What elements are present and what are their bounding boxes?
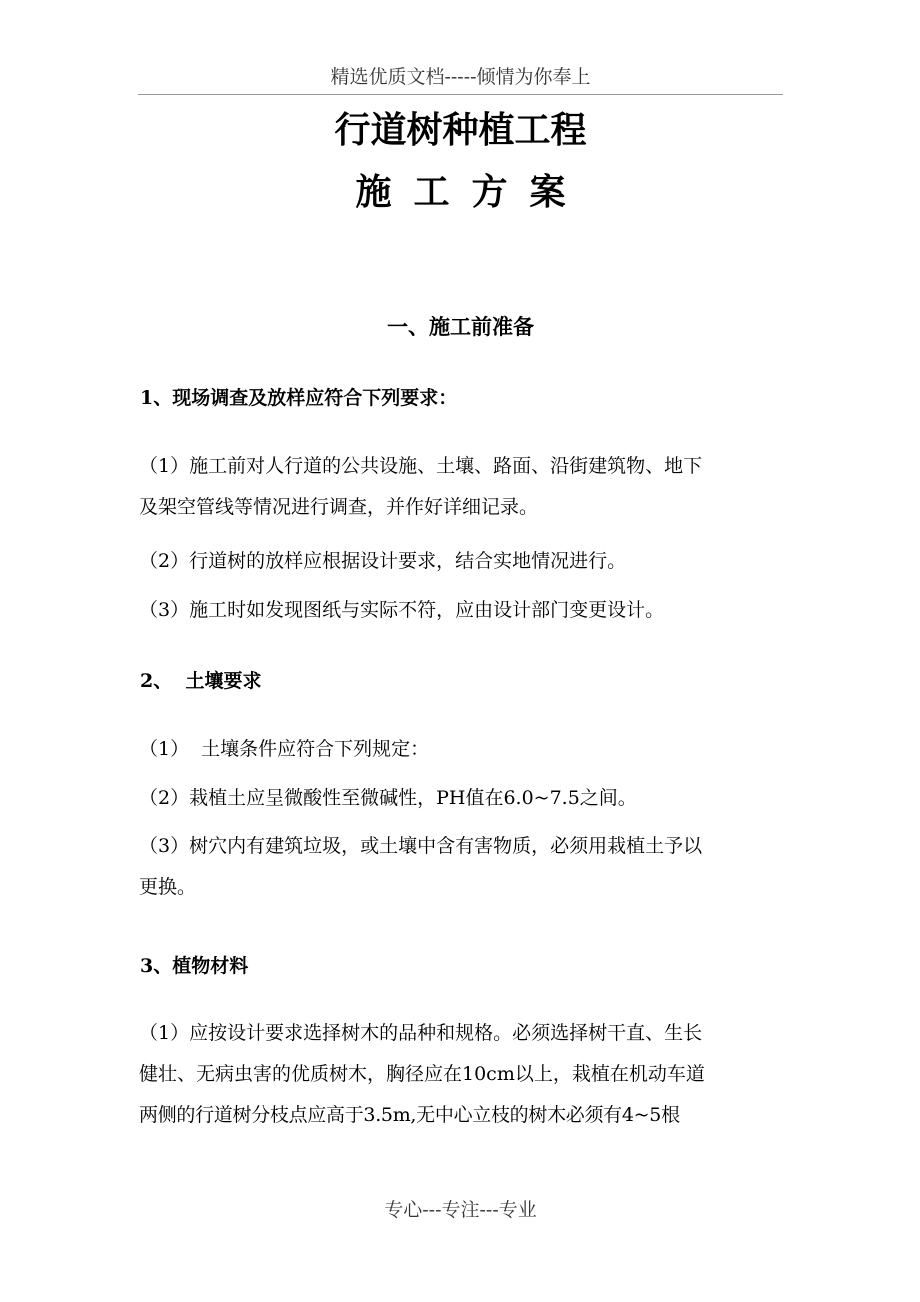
- paragraph-line: （1）施工前对人行道的公共设施、土壤、路面、沿街建筑物、地下: [139, 455, 703, 477]
- header-divider: [138, 94, 783, 95]
- paragraph-soil-item-1: [139, 729, 782, 770]
- paragraph-soil-item-3: [139, 826, 782, 908]
- paragraph-line: （3）施工时如发现图纸与实际不符，应由设计部门变更设计。: [139, 599, 665, 621]
- subheading-soil: 2、 土壤要求: [140, 670, 262, 692]
- section-heading-preparation: 一、施工前准备: [387, 314, 534, 339]
- document-title: 行道树种植工程: [334, 109, 587, 151]
- paragraph-survey-item-3: [139, 590, 782, 631]
- paragraph-line: 更换。: [139, 876, 197, 898]
- page-footer: 专心---专注---专业: [384, 1199, 537, 1221]
- paragraph-line: 及架空管线等情况进行调查，并作好详细记录。: [139, 496, 539, 518]
- paragraph-soil-item-2: [139, 778, 782, 819]
- paragraph-line: （3）树穴内有建筑垃圾，或土壤中含有害物质，必须用栽植土予以: [139, 835, 703, 857]
- paragraph-line: （2）栽植土应呈微酸性至微碱性，PH值在6.0~7.5之间。: [139, 787, 637, 809]
- paragraph-line: 健壮、无病虫害的优质树木，胸径应在10cm以上，栽植在机动车道: [139, 1063, 705, 1085]
- subheading-plant-materials: 3、植物材料: [140, 955, 249, 977]
- paragraph-survey-item-1: [139, 446, 782, 528]
- page-header: 精选优质文档-----倾情为你奉上: [330, 66, 591, 88]
- subheading-site-survey: 1、现场调查及放样应符合下列要求：: [140, 387, 458, 409]
- paragraph-plant-item-1: [139, 1013, 782, 1136]
- paragraph-line: 两侧的行道树分枝点应高于3.5m,无中心立枝的树木必须有4~5根: [139, 1104, 680, 1126]
- paragraph-line: （2）行道树的放样应根据设计要求，结合实地情况进行。: [139, 550, 627, 572]
- paragraph-line: （1）应按设计要求选择树木的品种和规格。必须选择树干直、生长: [139, 1022, 703, 1044]
- paragraph-line: （1） 土壤条件应符合下列规定：: [139, 738, 430, 760]
- document-subtitle: 施工方案: [355, 171, 588, 213]
- paragraph-survey-item-2: [139, 541, 782, 582]
